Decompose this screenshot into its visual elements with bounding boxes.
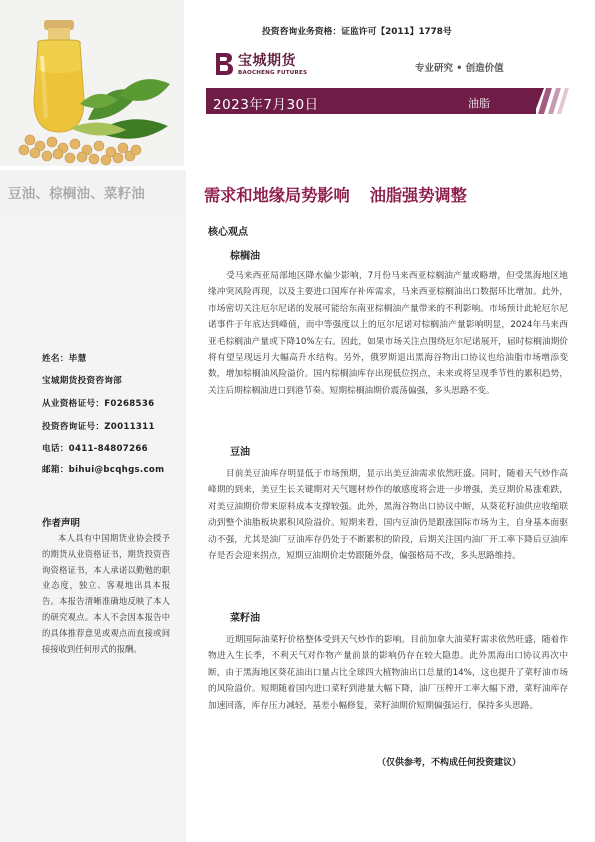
- report-headline: [204, 182, 467, 206]
- banner-stripes-decoration: [534, 88, 584, 114]
- palm-oil-paragraph: 受马来西亚局部地区降水偏少影响，7月份马来西亚棕榈油产量或略增，但受黑海地区地缘冲突风险再现，以及主要进口国库存补库需求，马来西亚棕榈油出口数据环比增加。此外，市场密切关注厄尔尼诺的发展可能给东南亚棕榈油产量带来的不利影响。市场预计此轮厄尔尼诺事件于年底达到峰值，而中等强度以上的厄尔尼诺对棕榈油产量影响明显，2024年马来西亚毛棕榈油产量或下降10%左右。因此，如果市场关注点围绕厄尔尼诺展开，届时棕榈油期价将有望呈现远月大幅高升水结构。另外，俄罗斯退出黑海谷物出口协议也给油脂市场增添变数，增加棕榈油风险溢价。国内棕榈油库存出现低位拐点，未来或将呈现季节性的累积趋势，关注后期棕榈油进口到港节奏。短期棕榈油期价震荡偏强，多头思路不变。: [208, 271, 568, 396]
- company-logo-text: 宝城期货: [238, 53, 296, 69]
- declaration-text: 本人具有中国期货业协会授予的期货从业资格证书，期货投资咨询资格证书，本人承诺以勤勉的职业态度，独立、客观地出具本报告。本报告清晰准确地反映了本人的研究观点。本人不会因本报告中的具体推荐意见或观点而直接或间接接收到任何形式的报酬。: [42, 533, 170, 654]
- product-list: 豆油、棕榈油、菜籽油: [8, 186, 145, 202]
- author-email[interactable]: 邮箱：bihui@bcqhgs.com: [42, 465, 165, 475]
- rapeseed-oil-heading: 菜籽油: [230, 613, 260, 624]
- report-category: 油脂: [468, 97, 490, 110]
- soybean-oil-paragraph: 目前美豆油库存明显低于市场预期，显示出美豆油需求依然旺盛。同时，随着天气炒作高峰期的到来，美豆生长关键期对天气题材炒作的敏感度将会进一步增强，美豆期价易涨难跌，对美豆油期价带来原料成本支撑较强。此外，黑海谷物出口协议中断，从葵花籽油供应收缩联动到整个油脂板块累积风险溢价。短期来看，国内豆油仍是跟涨国际市场为主，自身基本面驱动不强，尤其是油厂豆油库存仍处于不断累积的阶段，后期关注国内油厂开工率下降后豆油库存是否会迎来拐点，短期豆油期价走势跟随外盘，偏强格局不改，多头思路维持。: [208, 469, 568, 562]
- baocheng-logo-icon: [214, 51, 234, 77]
- rapeseed-oil-paragraph: 近期国际油菜籽价格整体受到天气炒作的影响。目前加拿大油菜籽需求依然旺盛，随着作物进入生长季，不利天气对作物产量前景的影响仍存在较大隐患。此外黑海出口协议再次中断，由于黑海地区葵花油出口量占比全球四大植物油出口总量的14%，这也提升了菜籽油市场的风险溢价。短期随着国内进口菜籽到港量大幅下降，油厂压榨开工率大幅下滑，菜籽油库存加速回落，库存压力减轻，基差小幅修复，菜籽油期价短期偏强运行，保持多头思路。: [208, 635, 568, 711]
- qualification-line: 投资咨询业务资格：证监许可【2011】1778号: [262, 27, 452, 37]
- disclaimer: （仅供参考，不构成任何投资建议）: [377, 758, 522, 768]
- company-logo-english: BAOCHENG FUTURES: [238, 70, 308, 76]
- headline-part-2: 油脂强势调整: [369, 186, 467, 205]
- author-phone: 电话：0411-84807266: [42, 444, 148, 454]
- oil-bottle-soybeans-illustration: [0, 0, 184, 166]
- advisory-license: 投资咨询证号：Z0011311: [42, 422, 155, 432]
- practitioner-license: 从业资格证号：F0268536: [42, 399, 155, 409]
- core-view-heading: 核心观点: [208, 227, 248, 238]
- declaration-title: 作者声明: [42, 518, 81, 529]
- headline-part-1: 需求和地缘局势影响: [204, 186, 350, 205]
- author-name: 姓名：毕慧: [42, 354, 87, 364]
- product-photo: [0, 0, 184, 166]
- author-department: 宝城期货投资咨询部: [42, 376, 123, 386]
- report-date: 2023年7月30日: [213, 97, 319, 113]
- left-sidebar-background: [0, 214, 186, 842]
- palm-oil-heading: 棕榈油: [230, 251, 260, 262]
- slogan: 专业研究 • 创造价值: [415, 63, 504, 74]
- soybean-oil-heading: 豆油: [230, 447, 250, 458]
